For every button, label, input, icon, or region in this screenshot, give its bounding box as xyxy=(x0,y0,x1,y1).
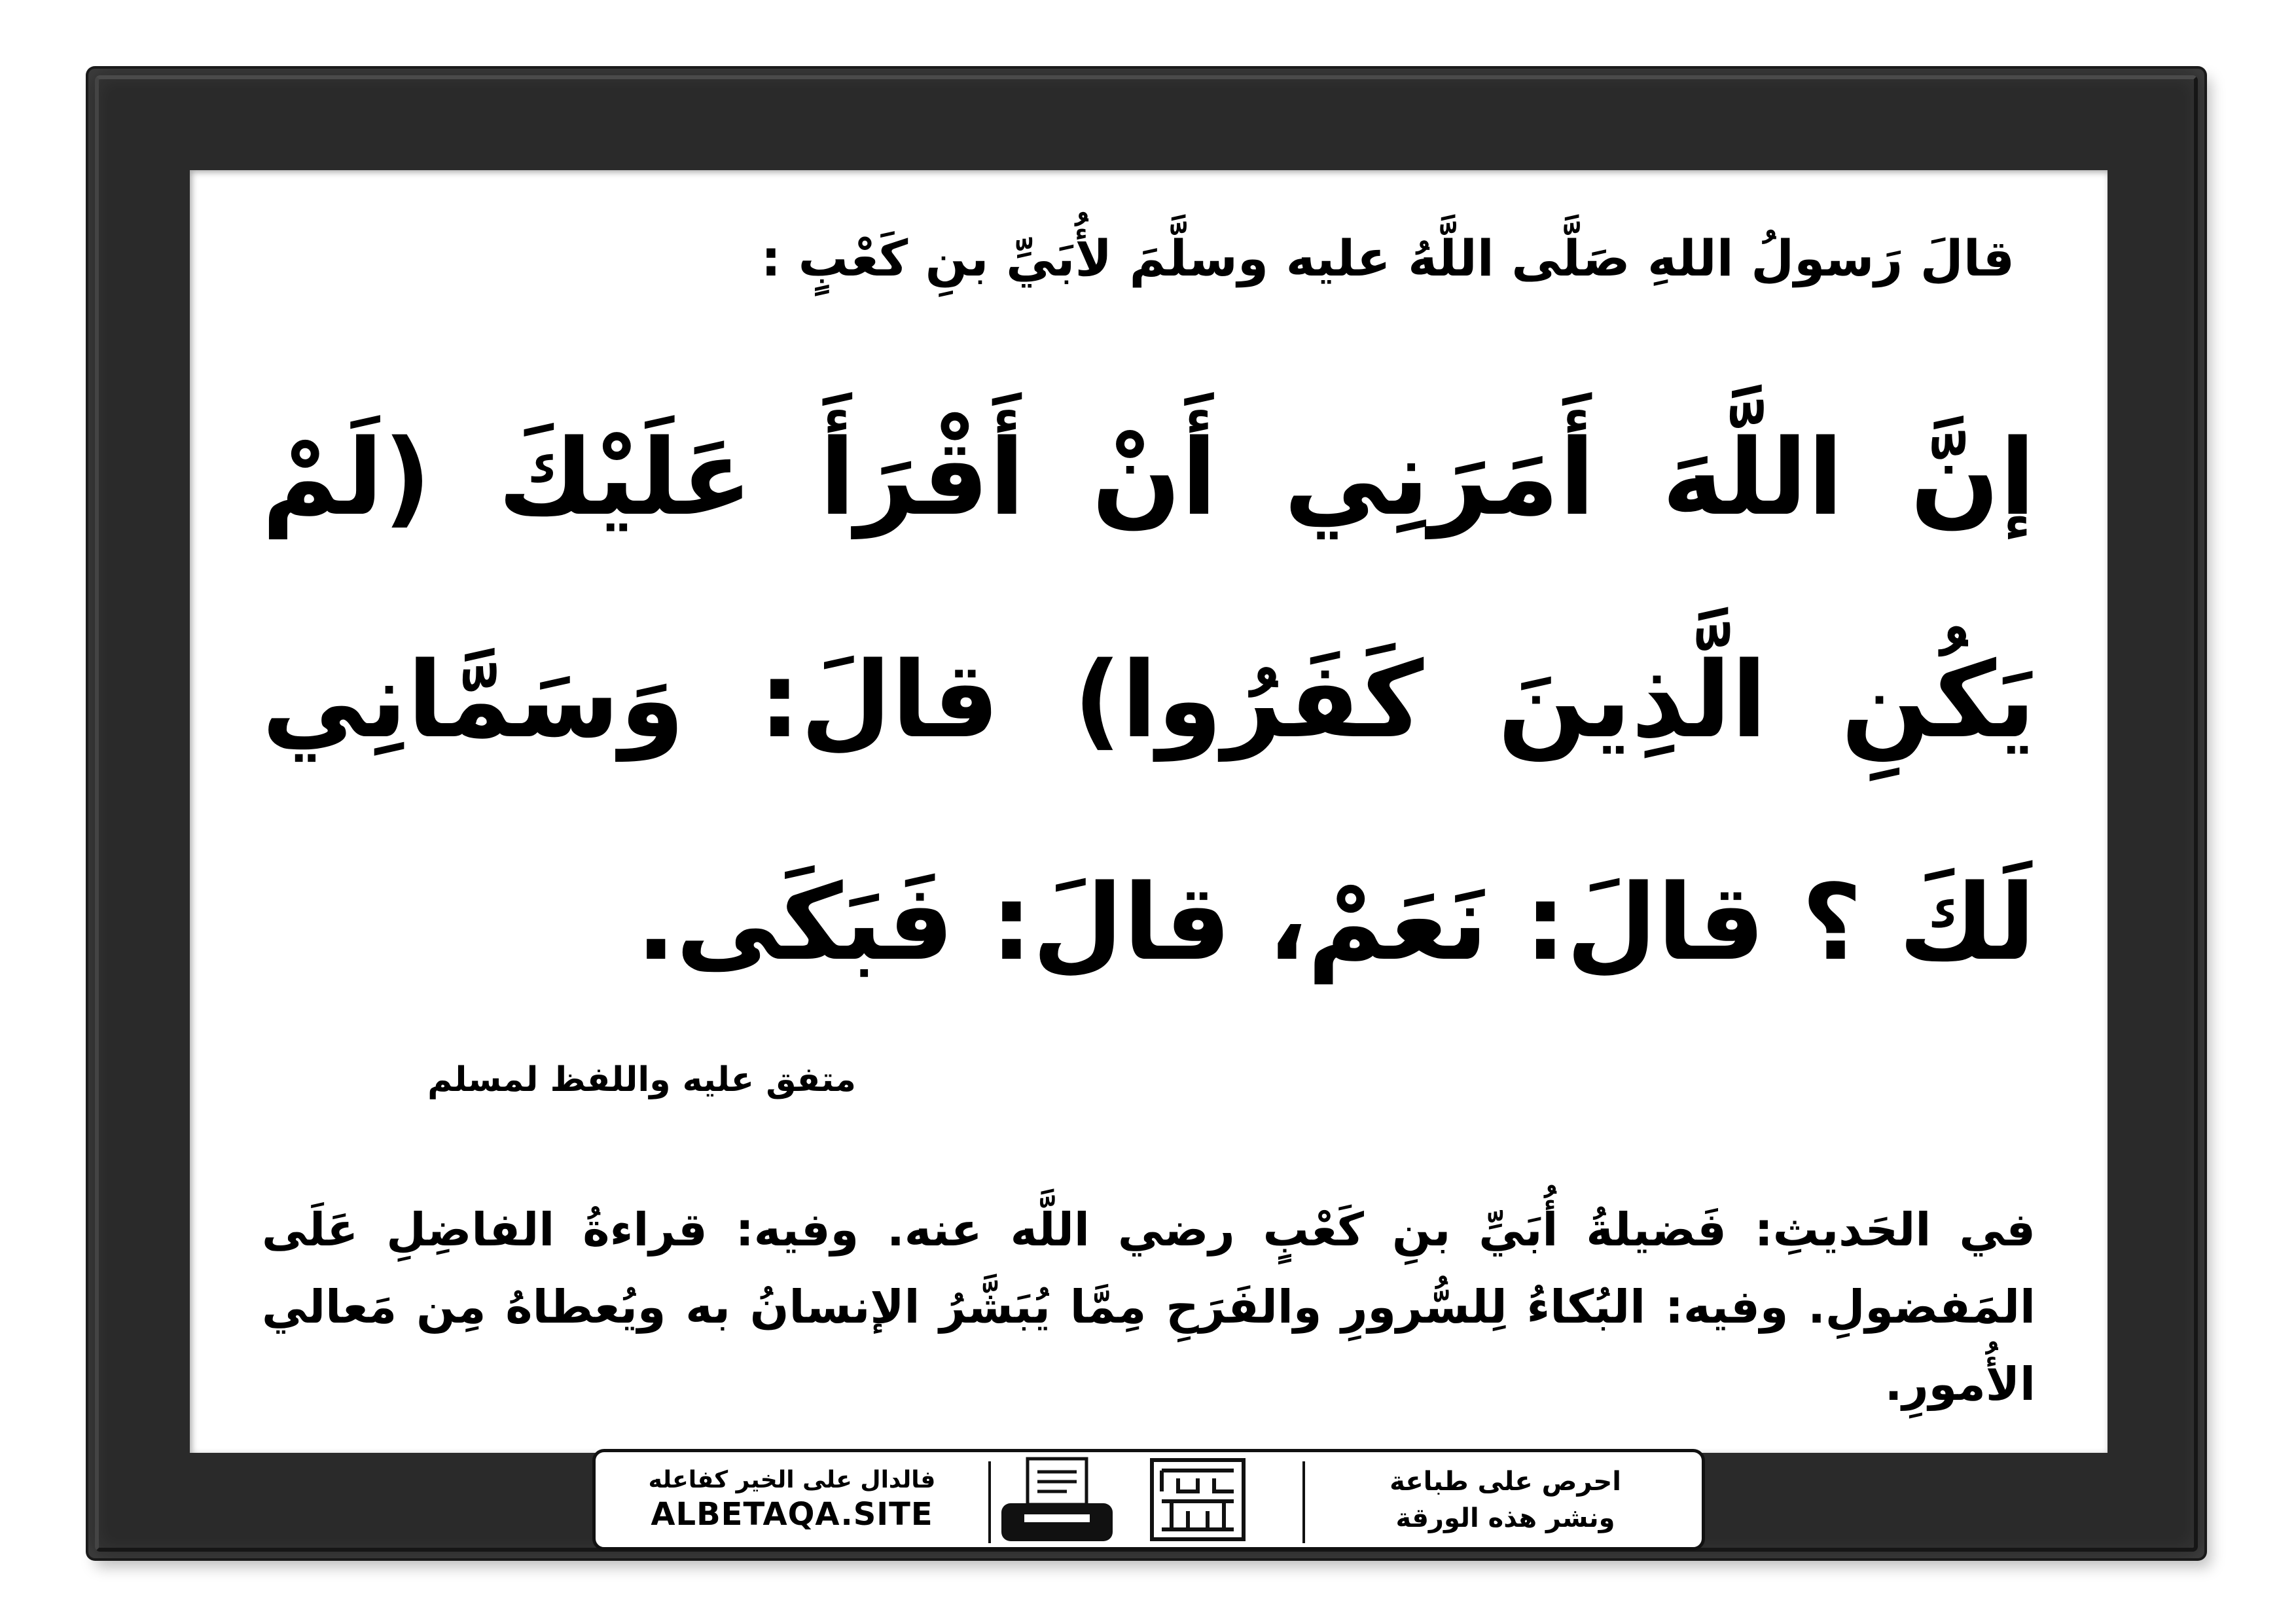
hadith-benefits: في الحَديثِ: فَضيلةُ أُبَيِّ بنِ كَعْبٍ رضي اللَّه عنه. وفيه: قراءةُ الفاضِلِ عَلَى المَفضولِ. وفيه: البُكاءُ لِلسُّرورِ والفَرَحِ مِمَّا يُبَشَّرُ الإنسانُ به ويُعطاهُ مِن مَعالي الأُمورِ. xyxy=(262,1203,2036,1411)
footer-print-note xyxy=(1309,1452,1702,1547)
printer-icon xyxy=(992,1452,1122,1547)
footer-motto: فالدال على الخير كفاعله xyxy=(648,1467,936,1493)
square-kufic-logo xyxy=(1132,1452,1263,1547)
footer-note-line2: ونشر هذه الورقة xyxy=(1395,1503,1615,1533)
hadith-source: متفق عليه واللفظ لمسلم xyxy=(427,1060,856,1099)
footer-site-block xyxy=(596,1452,988,1547)
footer-divider xyxy=(988,1461,991,1543)
hadith-text: إنَّ اللَّهَ أَمَرَنِي أَنْ أَقْرَأَ عَلَيْكَ (لَمْ يَكُنِ الَّذِينَ كَفَرُوا) قالَ: وَسَمَّانِي لَكَ ؟ قالَ: نَعَمْ، قالَ: فَبَكَى. xyxy=(262,416,2036,984)
hadith-intro: قالَ رَسولُ اللهِ صَلَّى اللَّهُ عليه وسلَّمَ لأُبَيِّ بنِ كَعْبٍ : xyxy=(761,229,2015,287)
footer-note-line1: احرص على طباعة xyxy=(1390,1466,1621,1497)
footer-banner xyxy=(592,1449,1705,1550)
site-link[interactable]: ALBETAQA.SITE xyxy=(651,1496,933,1533)
footer-divider xyxy=(1302,1461,1305,1543)
